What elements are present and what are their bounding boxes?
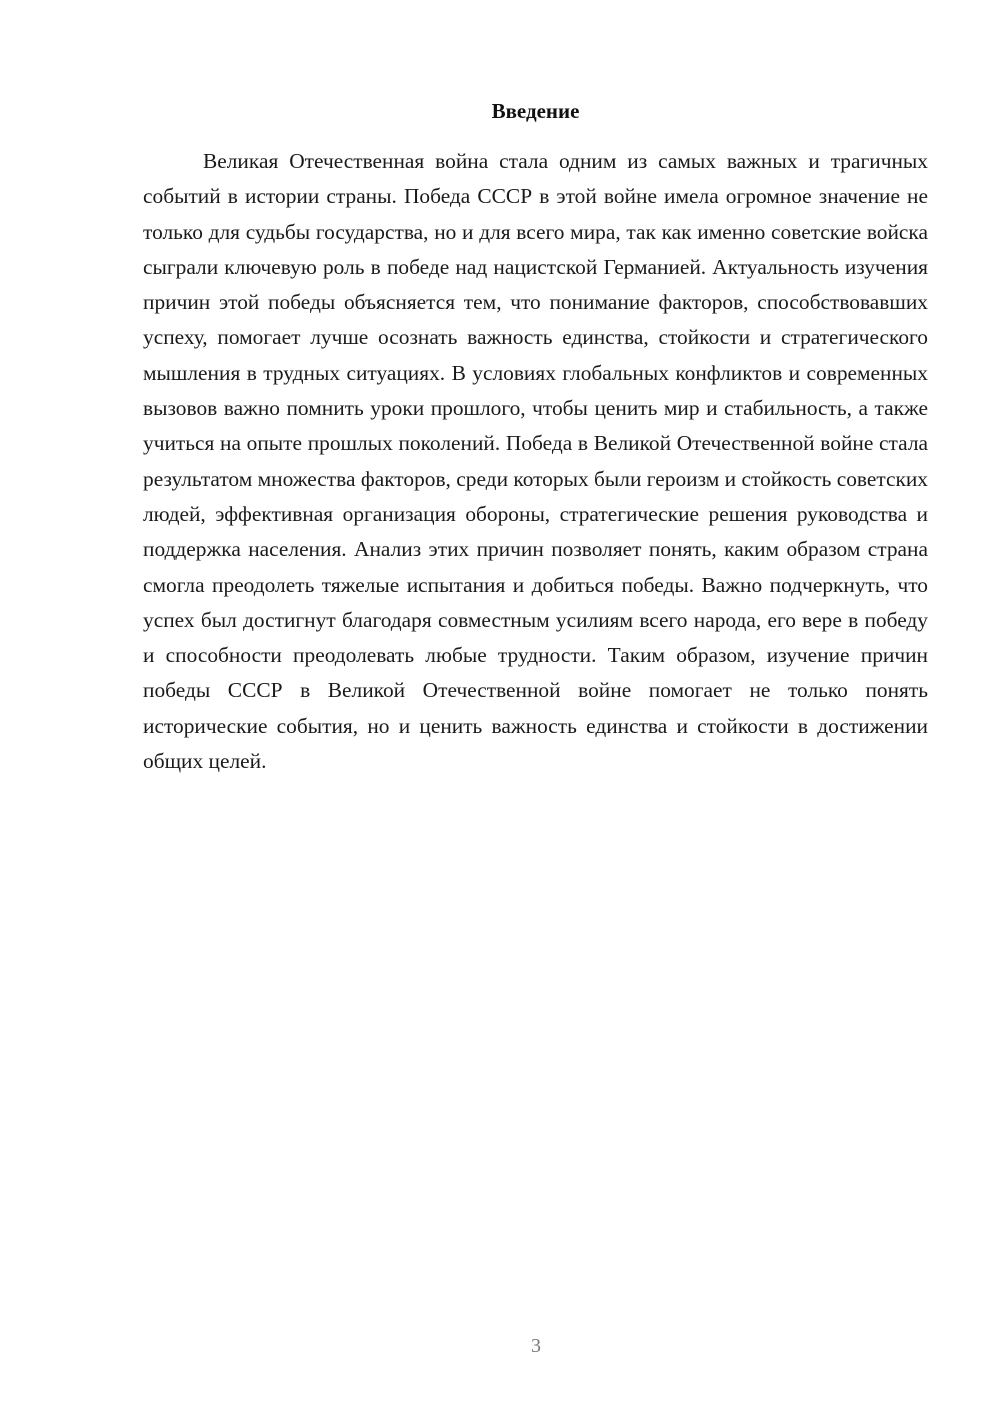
page-number: 3 xyxy=(531,1335,541,1357)
introduction-paragraph: Великая Отечественная война стала одним из самых важных и трагичных событий в истории страны. Победа СССР в этой войне имела огромное значение не только для судьбы государства, но и для всего мира, так как именно советские войска сыграли ключевую роль в победе над нацистской Германией. Актуальность изучения причин этой победы объясняется тем, что понимание факторов, способствовавших успеху, помогает лучше осознать важность единства, стойкости и стратегического мышления в трудных ситуациях. В условиях глобальных конфликтов и современных вызовов важно помнить уроки прошлого, чтобы ценить мир и стабильность, а также учиться на опыте прошлых поколений. Победа в Великой Отечественной войне стала результатом множества факторов, среди которых были героизм и стойкость советских людей, эффективная организация обороны, стратегические решения руководства и поддержка населения. Анализ этих причин позволяет понять, каким образом страна смогла преодолеть тяжелые испытания и добиться победы. Важно подчеркнуть, что успех был достигнут благодаря совместным усилиям всего народа, его вере в победу и способности преодолевать любые трудности. Таким образом, изучение причин победы СССР в Великой Отечественной войне помогает не только понять исторические события, но и ценить важность единства и стойкости в достижении общих целей. xyxy=(143,149,928,774)
section-heading: Введение xyxy=(491,99,580,123)
